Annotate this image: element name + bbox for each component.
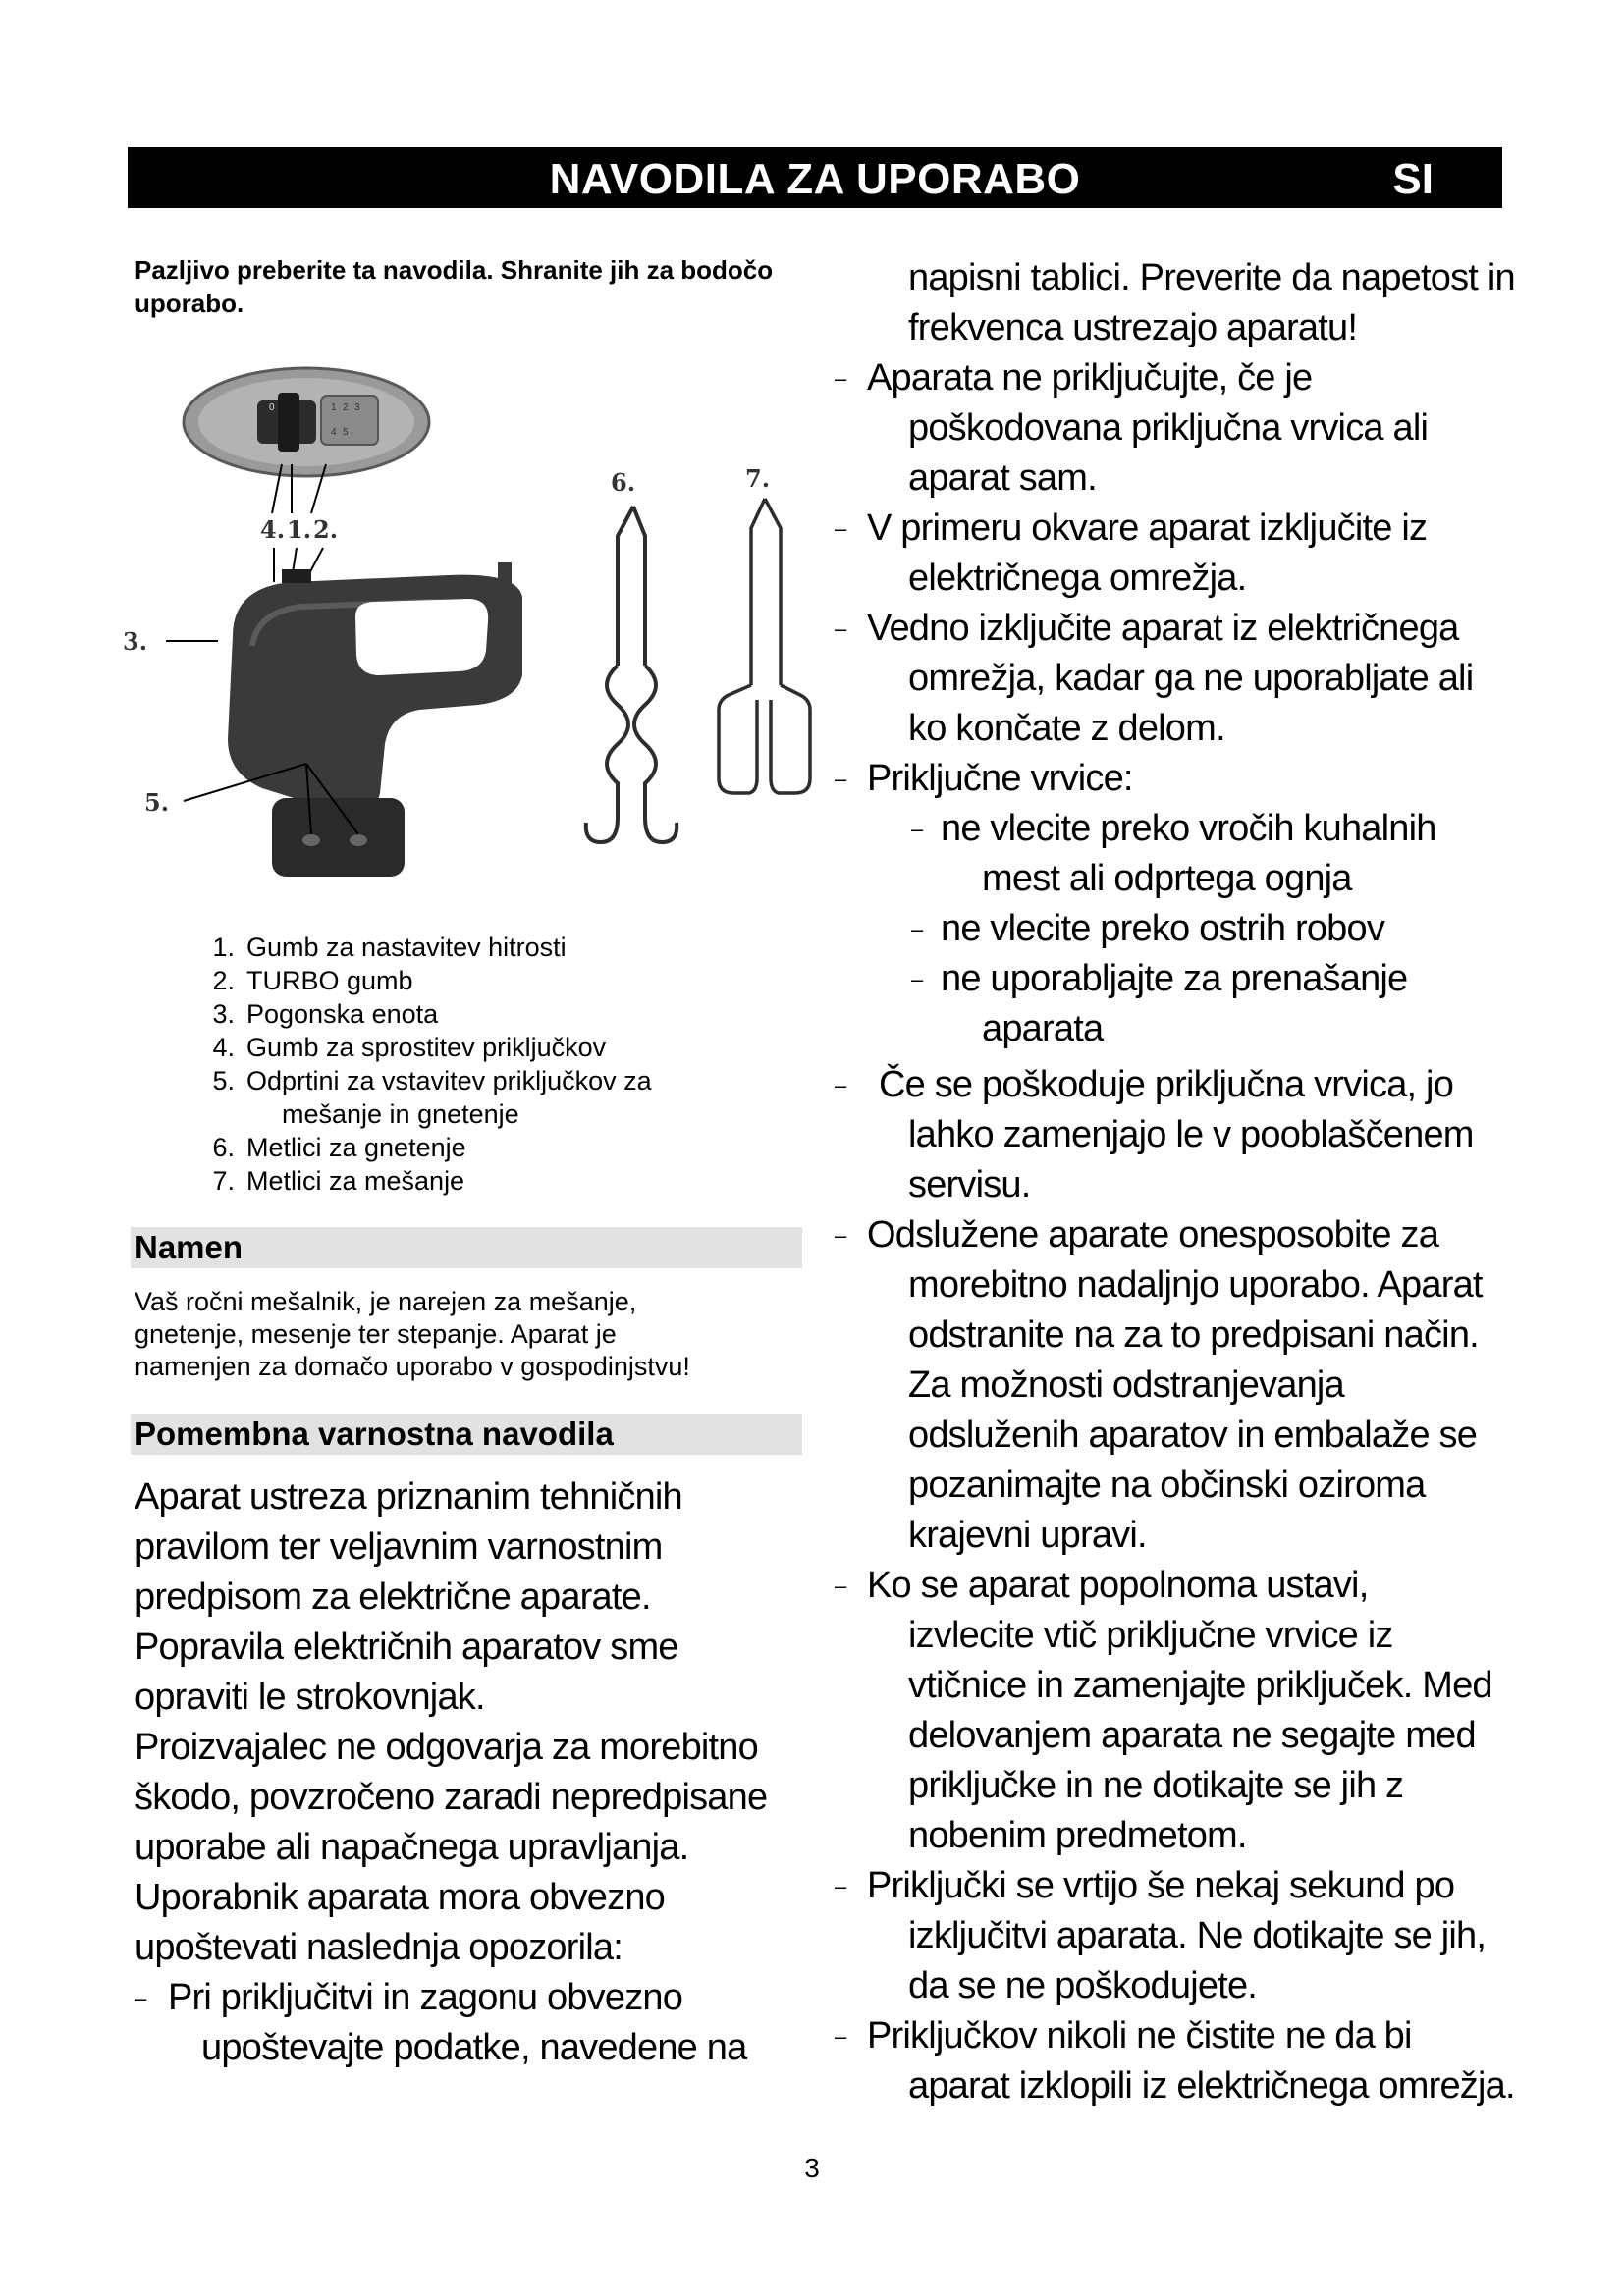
- section-heading-safety: Pomembna varnostna navodila: [131, 1414, 802, 1455]
- panel-mark-5: 5: [343, 427, 349, 438]
- dough-hooks: [586, 507, 677, 842]
- right-column: [835, 253, 1532, 2111]
- panel-mark-2: 2: [343, 402, 349, 413]
- title-bar: [128, 147, 1502, 208]
- list-item: 1. Gumb za nastavitev hitrosti: [212, 933, 567, 962]
- callout-6: 6.: [611, 468, 636, 497]
- list-item: – Priključkov nikoli ne čistite ne da bi aparat izklopili iz električnega omrežja.: [835, 2015, 1515, 2107]
- panel-mark-0: 0: [269, 402, 275, 413]
- mixer-illustration: [123, 351, 812, 881]
- mixing-beaters: [719, 499, 810, 793]
- sub-list-item: – ne vlecite preko vročih kuhalnih mest ali odprtega ognja: [911, 808, 1436, 899]
- callout-5: 5.: [144, 788, 170, 817]
- callout-7: 7.: [745, 464, 771, 493]
- list-item: 4. Gumb za sprostitev priključkov: [212, 1033, 607, 1062]
- mixer-body: [228, 562, 522, 814]
- list-item: – Pri priključitvi in zagonu obvezno upoštevajte podatke, navedene na: [135, 1977, 747, 2068]
- panel-mark-4: 4: [331, 427, 337, 438]
- list-item: 7. Metlici za mešanje: [212, 1166, 465, 1196]
- control-panel-detail: [184, 368, 429, 476]
- callout-4: 4.: [260, 515, 286, 544]
- panel-mark-1: 1: [331, 402, 337, 413]
- callout-1: 1.: [287, 515, 312, 544]
- list-item: – Aparata ne priključujte, če je poškodovana priključna vrvica ali aparat sam.: [835, 357, 1429, 499]
- parts-list: [193, 931, 822, 1198]
- panel-mark-3: 3: [354, 402, 360, 413]
- namen-text: Vaš ročni mešalnik, je narejen za mešanje, gnetenje, mesenje ter stepanje. Aparat je namenjen za domačo uporabo v gospodinjstvu!: [135, 1287, 690, 1381]
- page-number: 3: [804, 2153, 820, 2183]
- safety-text: Aparat ustreza priznanim tehničnih pravilom ter veljavnim varnostnim predpisom za električne aparate. Popravila električnih aparatov sme opraviti le strokovnjak. Proizvajalec ne odgovarja za morebitno škodo, povzročeno zaradi nepredpisane uporabe ali napačnega upravljanja. Uporabnik aparata mora obvezno upoštevati naslednja opozorila: – Pri priključitvi in zagonu obvezno upoštevajte podatke, navedene na: [135, 1472, 822, 2073]
- section-heading-namen: Namen: [131, 1227, 802, 1268]
- left-column: [123, 253, 802, 2068]
- list-item: – Vedno izključite aparat iz električnega omrežja, kadar ga ne uporabljate ali ko končate z delom.: [835, 608, 1474, 749]
- attachment-openings: [272, 798, 405, 877]
- list-item: 3. Pogonska enota: [212, 999, 439, 1029]
- callout-2: 2.: [313, 515, 339, 544]
- list-item: – V primeru okvare aparat izključite iz električnega omrežja.: [835, 507, 1428, 599]
- list-item: – Priključne vrvice:: [835, 758, 1133, 799]
- page-title: NAVODILA ZA UPORABO: [549, 155, 1081, 203]
- callout-3: 3.: [123, 627, 148, 656]
- intro-text: Pazljivo preberite ta navodila. Shranite jih za bodočo uporabo.: [135, 255, 774, 318]
- sub-list-item: – ne uporabljajte za prenašanje aparata: [911, 958, 1408, 1049]
- list-item: – Priključki se vrtijo še nekaj sekund po izključitvi aparata. Ne dotikajte se jih, da se ne poškodujete.: [835, 1865, 1487, 2006]
- continued-text: napisni tablici. Preverite da napetost in frekvenca ustrezajo aparatu!: [908, 257, 1515, 348]
- list-item: 5. Odprtini za vstavitev priključkov za mešanje in gnetenje: [212, 1066, 652, 1129]
- language-code: SI: [1392, 155, 1434, 203]
- list-item: – Odslužene aparate onesposobite za morebitno nadaljnjo uporabo. Aparat odstranite na za to predpisani način. Za možnosti odstranjevanja odsluženih aparatov in embalaže se pozanimajte na občinski oziroma krajevni upravi.: [835, 1214, 1483, 1556]
- sub-list-item: – ne vlecite preko ostrih robov: [911, 908, 1385, 949]
- list-item: – Če se poškoduje priključna vrvica, jo lahko zamenjajo le v pooblaščenem servisu.: [835, 1064, 1474, 1205]
- list-item: 6. Metlici za gnetenje: [212, 1133, 466, 1162]
- list-item: – Ko se aparat popolnoma ustavi, izvlecite vtič priključne vrvice iz vtičnice in zamenjajte priključek. Med delovanjem aparata ne segajte med priključke in ne dotikajte se jih z nobenim predmetom.: [835, 1565, 1492, 1856]
- list-item: 2. TURBO gumb: [212, 966, 413, 995]
